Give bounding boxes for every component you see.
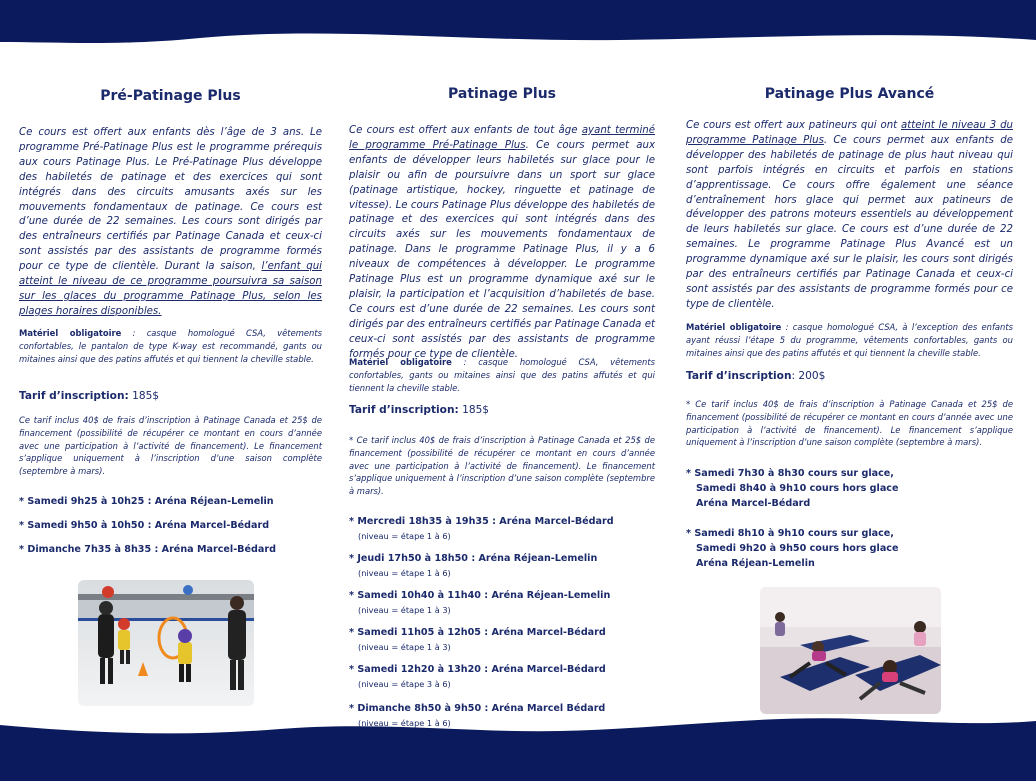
- registration-fee: [19, 390, 159, 402]
- description-text: . Ce cours permet aux enfants de développer des habiletés de patinage de plus haut niveau qui sont parfois intégrés en circuits et parfois en stations d’apprentissage. Ce cours offre également une séance d’entraînement hors glace qui permet aux patineurs de développer des patrons moteurs essentiels au développement de leurs habiletés sur glace. Ce cours est d’une durée de 22 semaines. Le programme Patinage Plus Avancé est un programme dynamique axé sur le plaisir, les cours sont dirigés par des entraîneurs certifiés par Patinage Canada et ceux-ci sont assistés par des assistants de programme formés pour ce type de clientèle.: [686, 134, 1013, 310]
- fee-value: 185$: [128, 390, 160, 402]
- schedule-level: (niveau = étape 1 à 3): [358, 642, 451, 652]
- schedule-item: * Samedi 8h10 à 9h10 cours sur glace,: [686, 528, 894, 539]
- required-equipment-text: : casque homologué CSA, à l’exception des enfants ayant réussi l’étape 5 du programme, vêtements confortables, gants ou mitaines ainsi que des patins affutés et qui tiennent la cheville stable.: [686, 322, 1013, 358]
- required-equipment-label: Matériel obligatoire: [19, 328, 122, 338]
- required-equipment: [686, 321, 1013, 359]
- schedule-level: (niveau = étape 1 à 6): [358, 568, 451, 578]
- top-wave-banner: [0, 0, 1036, 60]
- schedule-item: Aréna Réjean-Lemelin: [696, 558, 815, 569]
- schedule-item: * Samedi 9h50 à 10h50 : Aréna Marcel-Bédard: [19, 520, 270, 531]
- column-title: Patinage Plus Avancé: [764, 86, 935, 102]
- description-underlined: l’enfant qui atteint le niveau de ce programme poursuivra sa saison sur les glaces du programme Patinage Plus, selon les plages horaires disponibles.: [19, 261, 322, 317]
- registration-fee: [686, 370, 825, 382]
- fee-label: Tarif d’inscription:: [19, 390, 129, 402]
- description-text: Ce cours est offert aux patineurs qui ont: [686, 120, 901, 131]
- fee-value: : 200$: [791, 370, 826, 382]
- required-equipment: [19, 327, 322, 365]
- fee-note: * Ce tarif inclus 40$ de frais d’inscription à Patinage Canada et 25$ de financement (possibilité de récupérer ce montant en cours d’année avec une participation à l’activité de financement). Le financement s’applique uniquement à l’inscription d’une saison complète (septembre à mars).: [349, 435, 655, 497]
- required-equipment: [349, 356, 655, 394]
- column-title: Patinage Plus: [448, 86, 556, 102]
- required-equipment-label: Matériel obligatoire: [686, 322, 782, 332]
- bottom-wave-banner: [0, 711, 1036, 781]
- schedule-level: (niveau = étape 1 à 6): [358, 531, 451, 541]
- schedule-item: * Samedi 9h25 à 10h25 : Aréna Réjean-Lemelin: [19, 496, 274, 507]
- course-description: [19, 126, 322, 320]
- schedule-item: * Dimanche 8h50 à 9h50 : Aréna Marcel Bédard: [349, 703, 606, 714]
- schedule-item: * Samedi 10h40 à 11h40 : Aréna Réjean-Lemelin: [349, 590, 611, 601]
- schedule-item: Aréna Marcel-Bédard: [696, 498, 811, 509]
- course-description: [686, 119, 1013, 313]
- required-equipment-text: : casque homologué CSA, vêtements confortables, le pantalon de type K-way est recommandé, gants ou mitaines ainsi que des patins affutés et qui tiennent la cheville stable.: [19, 328, 322, 364]
- schedule-item: * Samedi 11h05 à 12h05 : Aréna Marcel-Bédard: [349, 627, 606, 638]
- schedule-item: * Jeudi 17h50 à 18h50 : Aréna Réjean-Lemelin: [349, 553, 598, 564]
- description-underlined: ayant terminé le programme Pré-Patinage Plus: [349, 125, 655, 151]
- description-text: Ce cours est offert aux enfants dès l’âge de 3 ans. Le programme Pré-Patinage Plus est le programme prérequis aux cours Patinage Plus. Le Pré-Patinage Plus développe des habiletés de patinage et des exercices qui sont intégrés dans des circuits amusants axés sur les mouvements fondamentaux de patinage. Ce cours est d’une durée de 22 semaines. Les cours sont dirigés par des entraîneurs certifiés par Patinage Canada et ceux-ci sont assistés par des assistants de programme formés pour ce type de clientèle. Durant la saison,: [19, 127, 322, 273]
- schedule-level: (niveau = étape 1 à 3): [358, 605, 451, 615]
- schedule-level: (niveau = étape 1 à 6): [358, 718, 451, 728]
- skating-kids-photo: [78, 580, 254, 706]
- required-equipment-label: Matériel obligatoire: [349, 357, 452, 367]
- fee-note: * Ce tarif inclus 40$ de frais d’inscription à Patinage Canada et 25$ de financement (possibilité de récupérer ce montant en cours d’année avec une participation à l’activité de financement). Le financement s’applique uniquement à l’inscription d’une saison complète (septembre à mars).: [686, 399, 1013, 448]
- required-equipment-text: : casque homologué CSA, vêtements confortables, gants ou mitaines ainsi que des patins affutés et qui tiennent la cheville stable.: [349, 357, 655, 393]
- fee-value: 185$: [458, 404, 490, 416]
- fee-label: Tarif d’inscription:: [349, 404, 459, 416]
- schedule-item: * Mercredi 18h35 à 19h35 : Aréna Marcel-Bédard: [349, 516, 614, 527]
- course-description: [349, 124, 655, 363]
- off-ice-training-photo: [760, 587, 941, 714]
- registration-fee: [349, 404, 489, 416]
- fee-note: Ce tarif inclus 40$ de frais d’inscription à Patinage Canada et 25$ de financement (possibilité de récupérer ce montant en cours d’année avec une participation à l’activité de financement). Le financement s’applique uniquement à l’inscription d’une saison complète (septembre à mars).: [19, 415, 322, 477]
- schedule-item: * Samedi 7h30 à 8h30 cours sur glace,: [686, 468, 894, 479]
- description-text: Ce cours est offert aux enfants de tout âge: [349, 125, 582, 136]
- schedule-item: * Samedi 12h20 à 13h20 : Aréna Marcel-Bédard: [349, 664, 606, 675]
- column-title: Pré-Patinage Plus: [100, 88, 241, 104]
- description-text: . Ce cours permet aux enfants de développer leurs habiletés sur glace pour le plaisir ou afin de poursuivre dans un sport sur glace (patinage artistique, hockey, ringuette et patinage de vitesse). Le cours Patinage Plus développe des habiletés de patinage et des exercices qui sont intégrés dans des circuits axés sur les mouvements fondamentaux de patinage. Dans le programme Patinage Plus, il y a 6 niveaux de compétences à développer. Le programme Patinage Plus est un programme dynamique axé sur le plaisir, la participation et l’acquisition d’habiletés de base. Ce cours est d’une durée de 22 semaines. Les cours sont dirigés par des entraîneurs certifiés par Patinage Canada et ceux-ci sont assistés par des assistants de programme formés pour ce type de clientèle.: [349, 139, 656, 360]
- schedule-item: Samedi 8h40 à 9h10 cours hors glace: [696, 483, 899, 494]
- schedule-item: * Dimanche 7h35 à 8h35 : Aréna Marcel-Bédard: [19, 544, 276, 555]
- description-underlined: atteint le niveau 3 du programme Patinage Plus: [686, 120, 1013, 146]
- schedule-level: (niveau = étape 3 à 6): [358, 679, 451, 689]
- schedule-item: Samedi 9h20 à 9h50 cours hors glace: [696, 543, 899, 554]
- fee-label: Tarif d’inscription: [686, 370, 792, 382]
